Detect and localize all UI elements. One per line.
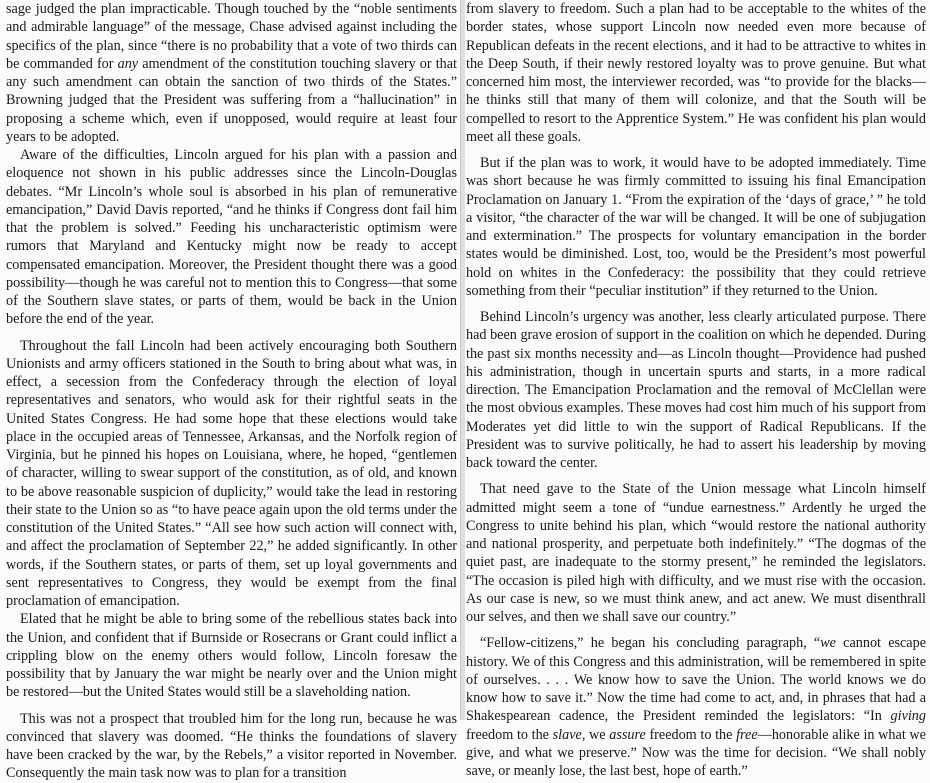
text-run: Aware of the difficulties, Lincoln argued for his plan with a passion and eloquence not shown in his public addresses since the Lincoln-Douglas debates. “Mr Lincoln’s whole soul is absorbed in his plan of remunerative emancipation,” David Davis reported, “and he thinks if Congress dont fail him that the problem is solved.” Feeding his uncharacteristic optimism were rumors that Maryland and Kentucky might now be ready to accept compensated emancipation. Moreover, the President thought there was a good possibility—though he was careful not to mention this to Congress—that some of the Southern slave states, or parts of them, would be back in the Union before the end of the year. [6, 147, 457, 328]
text-run: cannot escape history. We of this Congress and this administration, will be remembered in spite of ourselves. . . . We know how to save the Union. The world knows we do know how to save it.” Now the time had come to act, and, in phrases that had a Shakespearean cadence, the President reminded the legislators: “In [466, 635, 926, 725]
paragraph [6, 0, 457, 146]
text-run: freedom to the [645, 726, 737, 743]
paragraph [466, 480, 926, 626]
column-gutter [460, 0, 465, 720]
left-text-column [6, 0, 457, 782]
emphasis-text: slave [552, 726, 582, 743]
text-run: , we [581, 726, 610, 743]
text-run: But if the plan was to work, it would have to be adopted immediately. Time was short because he was firmly committed to issuing his final Emancipation Proclamation on January 1. “From the expiration of the ‘days of grace,’ ” he told a visitor, “the character of the war will be changed. It will be one of subjugation and extermination.” The prospects for voluntary emancipation in the border states would be diminished. Lost, too, would be the President’s most powerful hold on whites in the Confederacy: the possibility that they could retrieve something from their “peculiar institution” if they returned to the Union. [466, 155, 926, 299]
text-run: This was not a prospect that troubled him for the long run, because he was convinced that slavery was doomed. “He thinks the foundations of slavery have been cracked by the war, by the Rebels,” a visitor reported in November. Consequently the main task now was to plan for a transition [6, 710, 457, 782]
emphasis-text: any [117, 55, 139, 72]
text-run: freedom to the [466, 726, 553, 743]
paragraph [6, 710, 457, 783]
text-run: “Fellow-citizens,” he began his concluding paragraph, “ [480, 635, 821, 652]
paragraph [466, 0, 926, 146]
text-run: Behind Lincoln’s urgency was another, less clearly articulated purpose. There had been grave erosion of support in the coalition on which he depended. During the past six months necessity and—as Lincoln thought—Providence had pushed his administration, though in uncertain spurts and starts, in a more radical direction. The Emancipation Proclamation and the removal of McClellan were the most obvious examples. These moves had cost him much of his support from Moderates yet did little to win the support of Radical Republicans. If the President was to survive politically, he had to assert his leadership by moving back toward the center. [466, 309, 926, 471]
text-run: Elated that he might be able to bring some of the rebellious states back into the Union, and confident that if Burnside or Rosecrans or Grant could inflict a crippling blow on the enemy others would follow, Lincoln foresaw the possibility that by January the war might be nearly over and the Union might be restored—but the United States would still be a slaveholding nation. [6, 611, 457, 701]
text-run: sage judged the plan impracticable. Though touched by the “noble sentiments and admirable language” of the message, Chase advised against including the specifics of the plan, since “there is no probability that a vote of two thirds can be commanded for [6, 1, 457, 72]
paragraph [6, 146, 457, 329]
text-run: —honorable alike in what we give, and what we preserve.” Now was the time for decision. “We shall nobly save, or meanly lose, the last best, hope of earth.” [466, 726, 926, 779]
text-run: from slavery to freedom. Such a plan had to be acceptable to the whites of the border states, whose support Lincoln now needed even more because of Republican defeats in the recent elections, and it had to be attractive to whites in the Deep South, if their newly restored loyalty was to prove genuine. But what concerned him most, the interviewer recorded, was “to provide for the blacks—he thinks still that many of them will colonize, and that the South will be compelled to resort to the Apprentice System.” He was confident his plan would meet all these goals. [466, 1, 926, 145]
text-run: Throughout the fall Lincoln had been actively encouraging both Southern Unionists and army officers stationed in the South to bring about what was, in effect, a secession from the Confederacy through the election of loyal representatives and senators, who would ask for their rightful seats in the United States Congress. He had some hope that these elections would take place in the occupied areas of Tennessee, Arkansas, and the Norfolk region of Virginia, but he pinned his hopes on Louisiana, where, he hoped, “gentlemen of character, willing to swear support of the constitution, as of old, and known to be above reasonable suspicion of duplicity,” would take the lead in restoring their state to the Union so as “to have peace again upon the old terms under the constitution of the United States.” “All see how such action will connect with, and affect the proclamation of September 22,” he added significantly. In other words, if the Southern states, or parts of them, set up loyal governments and sent representatives to Congress, they would be exempt from the final proclamation of emancipation. [6, 337, 457, 609]
paragraph [466, 308, 926, 472]
text-run: That need gave to the State of the Union message what Lincoln himself admitted might seem a tone of “undue earnestness.” Ardently he urged the Congress to unite behind his plan, which “would restore the national authority and national prosperity, and perpetuate both indefinitely.” “The dogmas of the quiet past, are inadequate to the stormy present,” he reminded the legislators. “The occasion is piled high with difficulty, and we must rise with the occasion. As our case is new, so we must think anew, and act anew. We must disenthrall our selves, and then we shall save our country.” [466, 481, 926, 625]
paragraph [6, 337, 457, 611]
paragraph [6, 610, 457, 701]
text-run: amendment of the constitution touching slavery or that any such amendment can obtain the sanction of two thirds of the States.” Browning judged that the President was suffering from a “hallucination” in proposing a scheme which, even if unopposed, would require at least four years to be adopted. [6, 55, 457, 145]
paragraph [466, 154, 926, 300]
emphasis-text: assure [609, 726, 646, 743]
emphasis-text: free [736, 726, 758, 743]
right-text-column [466, 0, 926, 779]
emphasis-text: we [820, 635, 836, 652]
paragraph [466, 634, 926, 780]
emphasis-text: giving [890, 708, 926, 725]
